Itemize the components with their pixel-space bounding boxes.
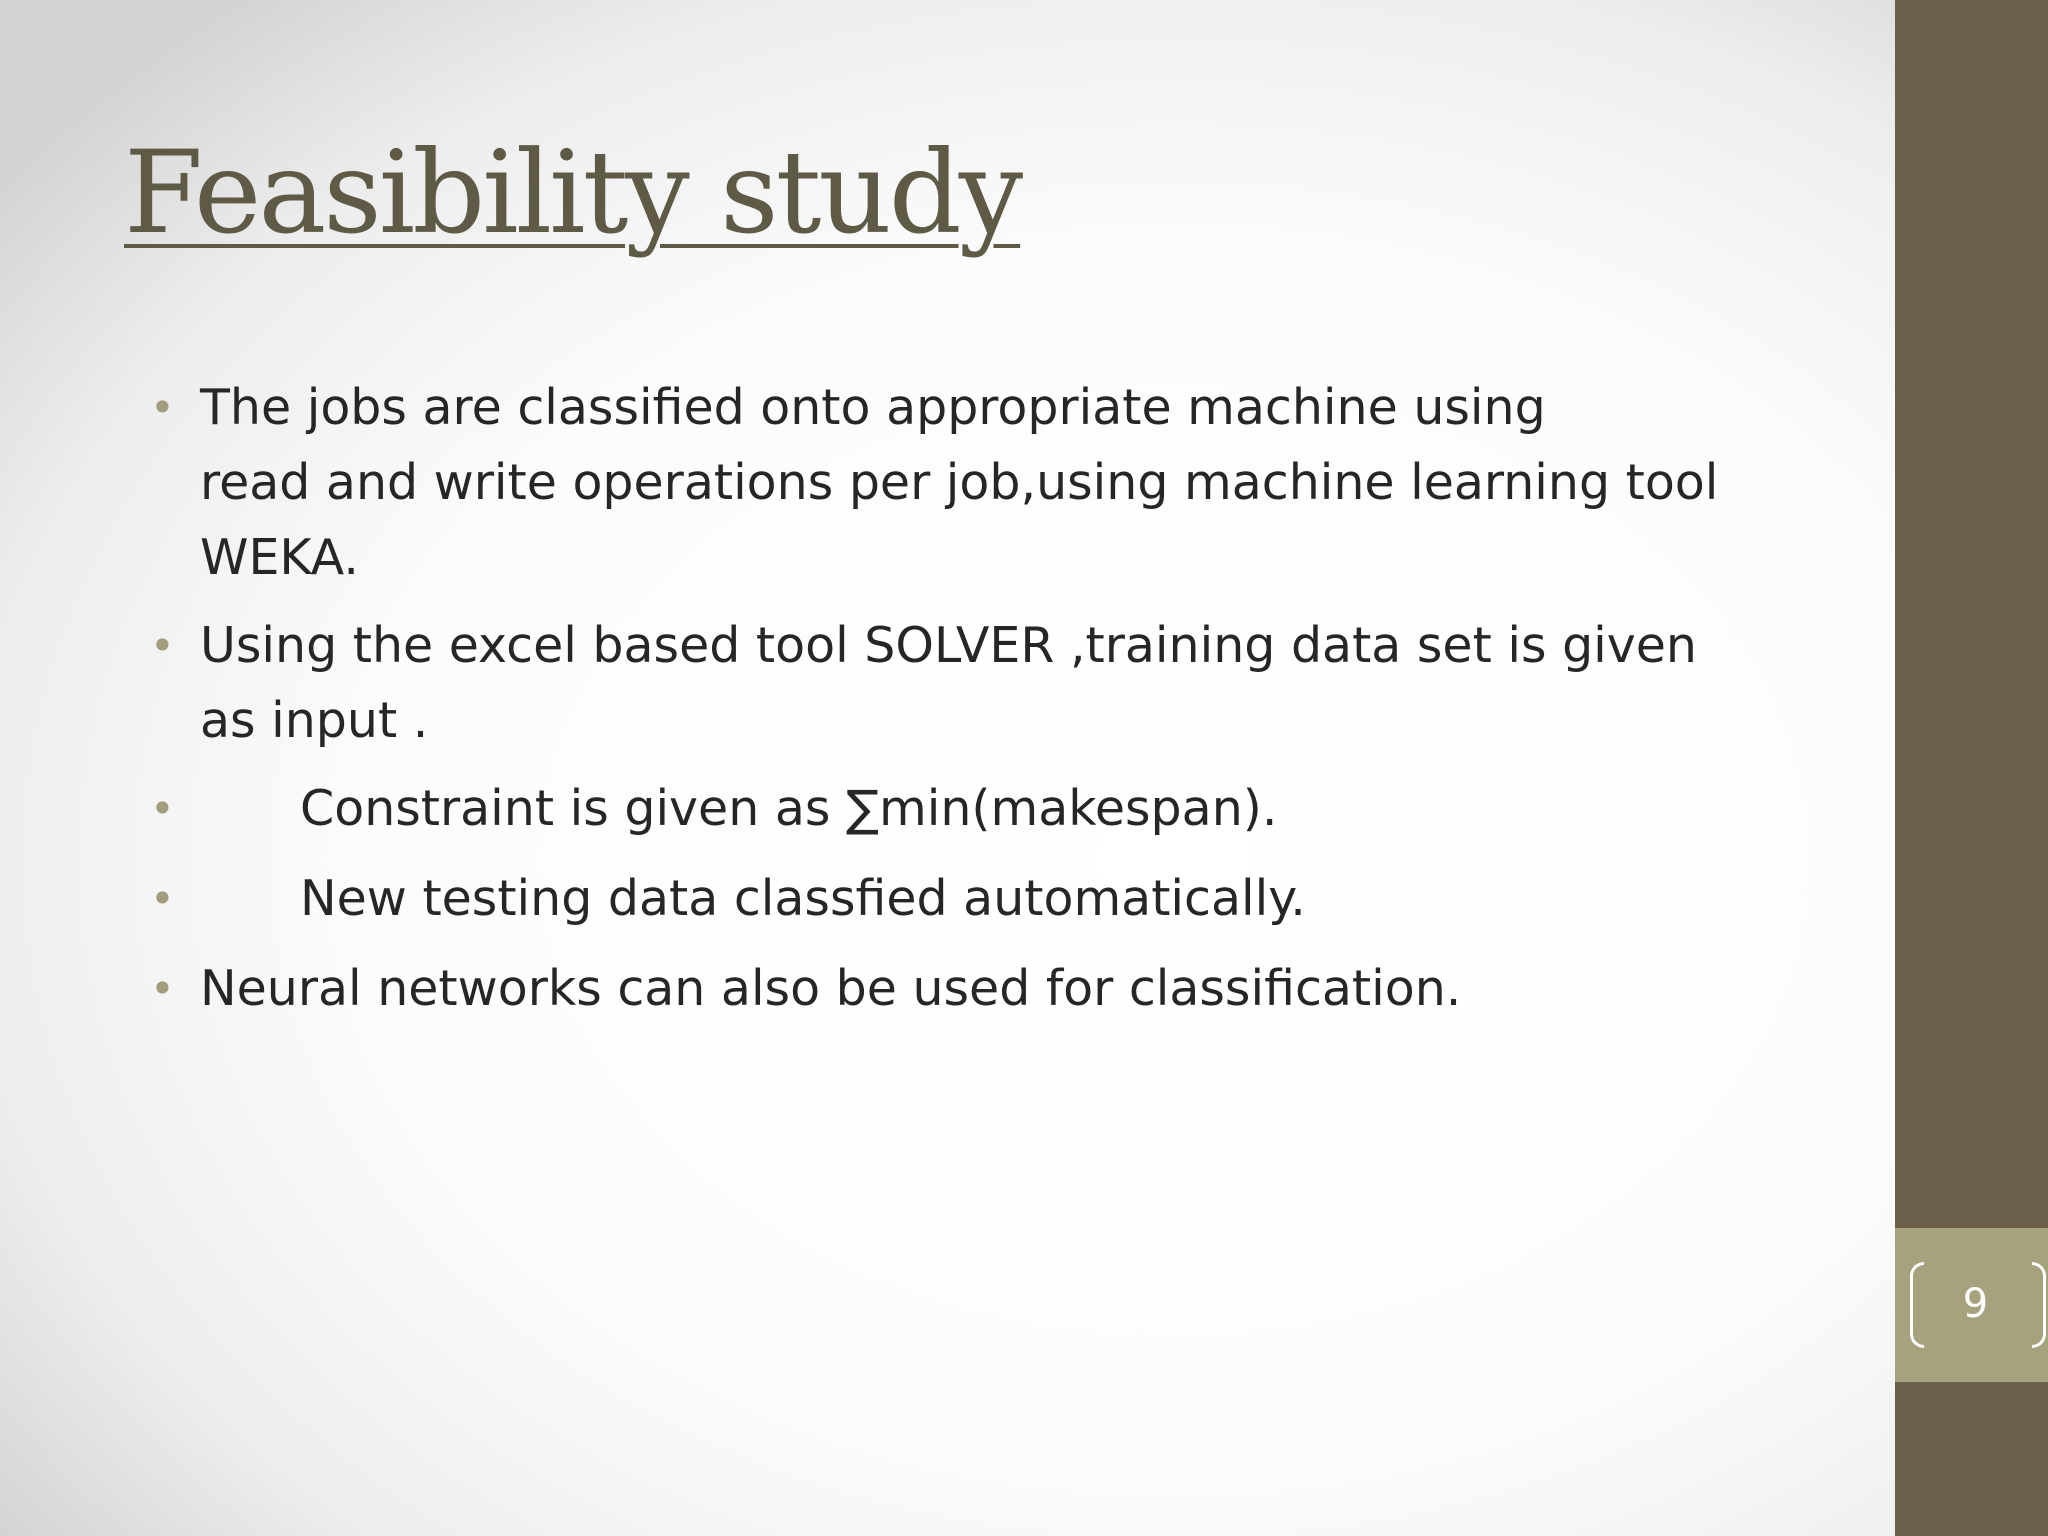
- bullet-item: [146, 861, 1786, 936]
- bullet-item: [146, 608, 1786, 758]
- bullet-text-line: as input .: [200, 692, 429, 749]
- page-number-box: [1895, 1228, 2048, 1382]
- bullet-list: [146, 370, 1786, 1039]
- bullet-dot: •: [150, 383, 175, 432]
- page-number: 9: [1962, 1281, 1989, 1327]
- bullet-dot: •: [150, 964, 175, 1013]
- bullet-dot: •: [150, 784, 175, 833]
- bullet-item: [146, 951, 1786, 1026]
- bullet-text-line: Constraint is given as ∑min(makespan).: [300, 780, 1278, 837]
- bullet-text-line: Neural networks can also be used for classification.: [200, 960, 1462, 1017]
- slide-title: Feasibility study: [124, 126, 1021, 259]
- bullet-dot: •: [150, 874, 175, 923]
- bullet-text-line: WEKA.: [200, 529, 359, 586]
- bullet-text-line: read and write operations per job,using machine learning tool: [200, 454, 1719, 511]
- bullet-text-line: The jobs are classified onto appropriate machine using: [200, 379, 1546, 436]
- bullet-dot: •: [150, 621, 175, 670]
- bullet-item: [146, 771, 1786, 846]
- bullet-text-line: Using the excel based tool SOLVER ,training data set is given: [200, 617, 1697, 674]
- bullet-item: [146, 370, 1786, 595]
- bullet-text-line: New testing data classfied automatically.: [300, 870, 1306, 927]
